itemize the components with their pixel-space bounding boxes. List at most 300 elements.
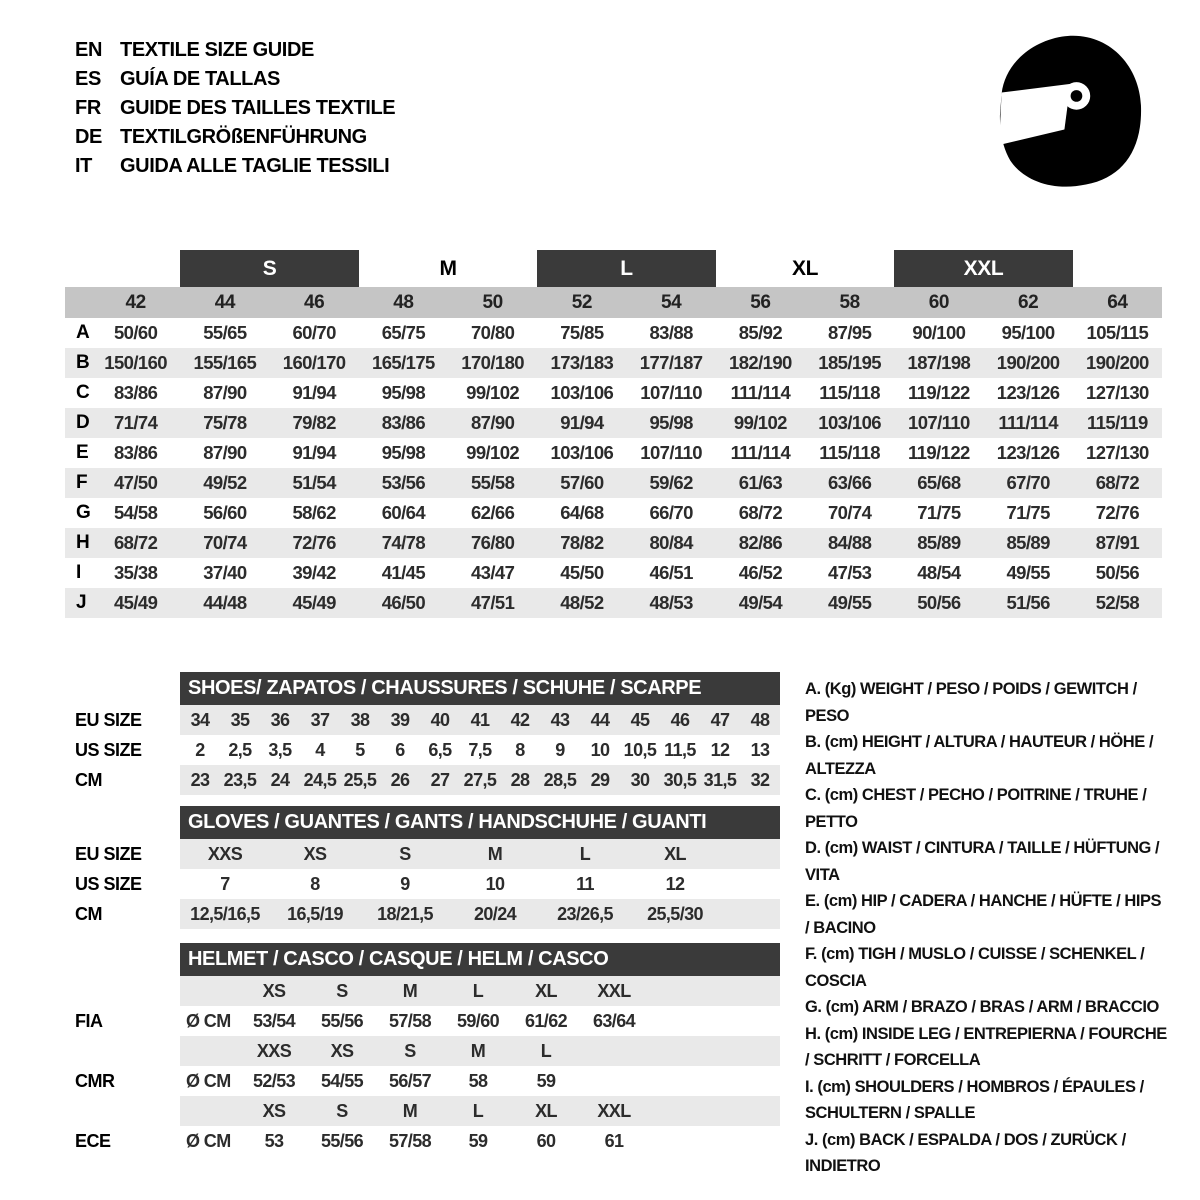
language-row (75, 152, 395, 181)
helmet-size-cell: M (470, 1040, 486, 1061)
legend-item: I. (cm) SHOULDERS / HOMBROS / ÉPAULES / SCHULTERN / SPALLE (805, 1077, 1144, 1122)
size-value-cell: 78/82 (560, 532, 604, 553)
glove-cm-size: 25,5/30 (647, 903, 703, 924)
shoe-eu-size: 37 (310, 709, 330, 730)
legend-item: D. (cm) WAIST / CINTURA / TAILLE / HÜFTUNG / VITA (805, 839, 1160, 884)
shoe-cm-size: 31,5 (703, 769, 737, 790)
helmet-row (65, 1096, 781, 1126)
row-letter: C (76, 382, 90, 403)
size-value-cell: 107/110 (908, 412, 970, 433)
glove-eu-size: XL (664, 843, 686, 864)
size-value-cell: 127/130 (1086, 442, 1149, 463)
size-value-cell: 44/48 (203, 592, 247, 613)
shoes-cm-band (180, 765, 780, 795)
helmet-row (65, 1006, 781, 1036)
row-letter: F (76, 472, 88, 493)
size-value-cell: 182/190 (729, 352, 792, 373)
size-value-cell: 67/70 (1006, 472, 1050, 493)
shoe-us-size: 8 (515, 739, 525, 760)
size-table-row (65, 558, 1162, 588)
shoe-us-size: 5 (355, 739, 365, 760)
helmet-band (180, 1066, 780, 1096)
size-value-cell: 91/94 (292, 382, 336, 403)
glove-eu-size: XS (303, 843, 327, 864)
size-value-cell: 70/80 (470, 322, 515, 343)
size-value-cell: 190/200 (996, 352, 1060, 373)
helmet-size-cell: XS (262, 980, 286, 1001)
legend-item: H. (cm) INSIDE LEG / ENTREPIERNA / FOURCHE / SCHRITT / FORCELLA (805, 1024, 1167, 1069)
language-row (75, 65, 395, 94)
helmet-standard-label (65, 1036, 180, 1066)
shoes-cm-row (65, 765, 781, 795)
size-value-cell: 68/72 (738, 502, 783, 523)
shoe-eu-size: 42 (510, 709, 530, 730)
size-value-cell: 49/55 (827, 592, 872, 613)
glove-us-size: 9 (400, 873, 410, 894)
size-group-l: L (537, 250, 716, 287)
helmet-size-cell: S (404, 1040, 416, 1061)
helmet-size-cell: XL (535, 980, 557, 1001)
size-value-cell: 95/98 (381, 382, 426, 403)
shoe-us-size: 13 (750, 739, 770, 760)
guide-title: GUIDA ALLE TAGLIE TESSILI (120, 155, 390, 177)
size-value-cell: 83/86 (113, 442, 158, 463)
size-table-row (65, 498, 1162, 528)
shoes-eu-band (180, 705, 780, 735)
size-value-cell: 49/55 (1006, 562, 1050, 583)
language-code: FR (75, 97, 101, 119)
gloves-eu-row (65, 839, 781, 869)
size-value-cell: 123/126 (996, 382, 1060, 403)
shoe-cm-size: 25,5 (343, 769, 377, 790)
size-value-cell: 87/90 (203, 382, 247, 403)
legend-item: J. (cm) BACK / ESPALDA / DOS / ZURÜCK / INDIETRO (805, 1130, 1126, 1175)
glove-us-size: 8 (310, 873, 320, 894)
numeric-size-cell: 62 (1018, 291, 1039, 313)
size-value-cell: 155/165 (193, 352, 257, 373)
helmet-value-cell: 57/58 (388, 1010, 432, 1031)
guide-title: GUIDE DES TAILLES TEXTILE (120, 97, 396, 119)
size-value-cell: 85/92 (738, 322, 783, 343)
size-value-cell: 91/94 (292, 442, 336, 463)
shoe-eu-size: 38 (350, 709, 370, 730)
size-value-cell: 123/126 (996, 442, 1060, 463)
row-label: EU SIZE (75, 709, 142, 730)
size-value-cell: 173/183 (550, 352, 614, 373)
size-value-cell: 56/60 (203, 502, 247, 523)
shoe-us-size: 6 (395, 739, 405, 760)
numeric-size-cell: 64 (1107, 291, 1128, 313)
helmet-icon (978, 28, 1156, 200)
shoe-cm-size: 24,5 (303, 769, 337, 790)
size-value-cell: 68/72 (1095, 472, 1140, 493)
helmet-size-cell: L (540, 1040, 552, 1061)
shoe-eu-size: 34 (190, 709, 210, 730)
size-value-cell: 70/74 (203, 532, 247, 553)
helmet-value-cell: 59 (536, 1070, 556, 1091)
size-value-cell: 95/98 (381, 442, 426, 463)
helmet-row (65, 1126, 781, 1156)
helmet-row (65, 1036, 781, 1066)
size-value-cell: 72/76 (1095, 502, 1140, 523)
row-label: US SIZE (75, 739, 142, 760)
row-label: EU SIZE (75, 843, 142, 864)
helmet-size-cell: XS (262, 1100, 286, 1121)
shoe-cm-size: 23,5 (223, 769, 257, 790)
size-value-cell: 55/65 (203, 322, 247, 343)
diameter-unit-label: Ø CM (186, 1010, 231, 1031)
size-value-cell: 47/53 (827, 562, 872, 583)
helmet-standard-label (65, 1096, 180, 1126)
size-value-cell: 87/91 (1095, 532, 1140, 553)
size-value-cell: 52/58 (1095, 592, 1140, 613)
glove-cm-size: 23/26,5 (557, 903, 613, 924)
helmet-value-cell: 55/56 (320, 1130, 364, 1151)
shoe-cm-size: 27 (430, 769, 450, 790)
helmet-size-cell: XL (535, 1100, 557, 1121)
shoe-cm-size: 28 (510, 769, 530, 790)
numeric-size-cell: 50 (482, 291, 503, 313)
row-letter: J (76, 592, 87, 613)
language-row (75, 36, 395, 65)
size-value-cell: 60/70 (292, 322, 336, 343)
size-group-xl: XL (791, 256, 819, 280)
glove-cm-size: 16,5/19 (287, 903, 343, 924)
size-value-cell: 60/64 (381, 502, 426, 523)
size-value-cell: 50/56 (917, 592, 961, 613)
size-value-cell: 70/74 (827, 502, 872, 523)
shoe-cm-size: 30,5 (663, 769, 697, 790)
size-value-cell: 107/110 (640, 442, 702, 463)
shoe-cm-size: 24 (270, 769, 290, 790)
helmet-value-cell: 56/57 (388, 1070, 432, 1091)
size-group-m: M (439, 256, 457, 280)
glove-cm-size: 12,5/16,5 (190, 903, 260, 924)
size-value-cell: 87/90 (203, 442, 247, 463)
size-value-cell: 95/98 (649, 412, 693, 433)
size-value-cell: 54/58 (113, 502, 158, 523)
shoe-eu-size: 47 (710, 709, 730, 730)
size-value-cell: 48/52 (560, 592, 604, 613)
row-letter: B (76, 352, 90, 373)
row-label: CM (75, 903, 102, 924)
numeric-size-cell: 52 (571, 291, 592, 313)
size-value-cell: 71/75 (1006, 502, 1050, 523)
size-value-cell: 119/122 (908, 382, 970, 403)
row-letter: I (76, 562, 81, 583)
shoe-eu-size: 39 (390, 709, 410, 730)
legend-item: F. (cm) TIGH / MUSLO / CUISSE / SCHENKEL / COSCIA (805, 945, 1145, 990)
size-value-cell: 75/78 (203, 412, 247, 433)
helmet-row (65, 1066, 781, 1096)
row-letter: D (76, 412, 90, 433)
language-code: EN (75, 39, 102, 61)
helmet-band (180, 1006, 780, 1036)
shoe-us-size: 2,5 (228, 739, 252, 760)
size-value-cell: 59/62 (649, 472, 693, 493)
size-group-header (91, 250, 1162, 287)
size-value-cell: 190/200 (1086, 352, 1149, 373)
size-value-cell: 74/78 (381, 532, 426, 553)
size-value-cell: 127/130 (1086, 382, 1149, 403)
size-value-cell: 45/49 (113, 592, 158, 613)
size-value-cell: 103/106 (550, 382, 614, 403)
helmet-value-cell: 58 (468, 1070, 488, 1091)
size-value-cell: 95/100 (1001, 322, 1055, 343)
size-value-cell: 177/187 (639, 352, 703, 373)
row-letter: A (76, 322, 90, 343)
helmet-standard-label: CMR (75, 1070, 115, 1091)
glove-us-size: 7 (220, 873, 230, 894)
glove-eu-size: L (579, 843, 591, 864)
shoe-eu-size: 44 (590, 709, 610, 730)
helmet-size-cell: S (336, 1100, 348, 1121)
helmet-size-cell: M (402, 980, 418, 1001)
helmet-band (180, 1036, 780, 1066)
language-row (75, 94, 395, 123)
gloves-cm-row (65, 899, 781, 929)
size-table-row (65, 588, 1162, 618)
diameter-unit-label: Ø CM (186, 1130, 231, 1151)
shoes-eu-row (65, 705, 781, 735)
size-value-cell: 103/106 (550, 442, 614, 463)
size-value-cell: 103/106 (818, 412, 881, 433)
numeric-size-cell: 58 (839, 291, 860, 313)
row-letter: G (76, 502, 91, 523)
shoe-us-size: 9 (555, 739, 565, 760)
helmet-size-cell: XS (330, 1040, 354, 1061)
shoe-us-size: 6,5 (428, 739, 452, 760)
size-value-cell: 111/114 (730, 382, 791, 403)
helmet-value-cell: 53/54 (252, 1010, 296, 1031)
size-value-cell: 87/90 (470, 412, 515, 433)
shoe-cm-size: 30 (630, 769, 650, 790)
size-group-xxl: XXL (894, 250, 1073, 287)
shoe-eu-size: 41 (470, 709, 490, 730)
shoe-us-size: 11,5 (664, 739, 696, 760)
size-value-cell: 111/114 (730, 442, 791, 463)
helmet-value-cell: 54/55 (320, 1070, 364, 1091)
helmet-standard-label: FIA (75, 1010, 103, 1031)
main-table-rows (65, 318, 1162, 618)
gloves-eu-band (180, 839, 780, 869)
helmet-value-cell: 59 (468, 1130, 488, 1151)
gloves-us-row (65, 869, 781, 899)
shoes-us-row (65, 735, 781, 765)
size-value-cell: 46/52 (738, 562, 783, 583)
helmet-value-cell: 60 (536, 1130, 556, 1151)
legend-item: E. (cm) HIP / CADERA / HANCHE / HÜFTE / HIPS / BACINO (805, 892, 1162, 937)
helmet-standards (65, 976, 781, 1156)
size-value-cell: 165/175 (372, 352, 435, 373)
size-value-cell: 80/84 (649, 532, 693, 553)
size-value-cell: 71/74 (113, 412, 158, 433)
helmet-standard-label (65, 976, 180, 1006)
numeric-size-cell: 44 (214, 291, 235, 313)
size-value-cell: 71/75 (917, 502, 961, 523)
size-value-cell: 99/102 (733, 412, 787, 433)
size-value-cell: 62/66 (470, 502, 515, 523)
language-code: DE (75, 126, 102, 148)
size-value-cell: 65/75 (381, 322, 426, 343)
size-value-cell: 65/68 (917, 472, 961, 493)
size-value-cell: 43/47 (470, 562, 515, 583)
shoe-us-size: 2 (195, 739, 205, 760)
glove-us-size: 10 (485, 873, 505, 894)
numeric-size-cell: 42 (125, 291, 146, 313)
helmet-band (180, 1126, 780, 1156)
glove-cm-size: 18/21,5 (377, 903, 433, 924)
accessory-size-tables (65, 672, 781, 1156)
size-value-cell: 99/102 (466, 382, 520, 403)
size-value-cell: 87/95 (827, 322, 872, 343)
glove-us-size: 12 (665, 873, 685, 894)
size-value-cell: 83/86 (381, 412, 426, 433)
helmet-value-cell: 57/58 (388, 1130, 432, 1151)
legend-item: B. (cm) HEIGHT / ALTURA / HAUTEUR / HÖHE / ALTEZZA (805, 733, 1154, 778)
size-value-cell: 68/72 (113, 532, 158, 553)
legend-item: A. (Kg) WEIGHT / PESO / POIDS / GEWITCH / PESO (805, 680, 1137, 725)
helmet-value-cell: 63/64 (592, 1010, 636, 1031)
shoe-cm-size: 32 (750, 769, 770, 790)
size-value-cell: 185/195 (818, 352, 881, 373)
size-value-cell: 115/118 (819, 382, 880, 403)
size-value-cell: 48/54 (917, 562, 961, 583)
size-value-cell: 46/51 (649, 562, 693, 583)
textile-size-table (65, 250, 1162, 618)
numeric-size-header (65, 287, 1162, 318)
language-code: IT (75, 155, 92, 177)
helmet-size-cell: M (402, 1100, 418, 1121)
size-value-cell: 58/62 (292, 502, 336, 523)
size-value-cell: 170/180 (461, 352, 524, 373)
glove-us-size: 11 (576, 873, 594, 894)
numeric-size-cell: 60 (928, 291, 949, 313)
helmet-row (65, 976, 781, 1006)
size-value-cell: 47/50 (113, 472, 158, 493)
numeric-size-cell: 48 (393, 291, 414, 313)
language-row (75, 123, 395, 152)
size-value-cell: 45/49 (292, 592, 336, 613)
helmet-size-cell: XXS (256, 1040, 292, 1061)
shoe-cm-size: 27,5 (463, 769, 497, 790)
shoe-eu-size: 46 (670, 709, 690, 730)
size-value-cell: 64/68 (560, 502, 604, 523)
size-value-cell: 160/170 (282, 352, 346, 373)
shoes-section-title: SHOES/ ZAPATOS / CHAUSSURES / SCHUHE / SCARPE (180, 672, 780, 705)
size-group-s: S (180, 250, 359, 287)
size-table-row (65, 408, 1162, 438)
measurement-legend (805, 676, 1167, 1180)
size-value-cell: 46/50 (381, 592, 426, 613)
size-table-row (65, 378, 1162, 408)
size-value-cell: 82/86 (738, 532, 783, 553)
glove-eu-size: XXS (207, 843, 243, 864)
size-value-cell: 119/122 (908, 442, 970, 463)
helmet-value-cell: 61 (604, 1130, 624, 1151)
shoe-cm-size: 26 (390, 769, 410, 790)
shoe-us-size: 10 (590, 739, 610, 760)
shoe-cm-size: 23 (190, 769, 210, 790)
size-table-row (65, 468, 1162, 498)
size-value-cell: 99/102 (466, 442, 520, 463)
size-value-cell: 50/60 (113, 322, 158, 343)
size-value-cell: 76/80 (470, 532, 515, 553)
numeric-size-cell: 54 (661, 291, 682, 313)
glove-eu-size: M (487, 843, 503, 864)
size-value-cell: 39/42 (292, 562, 336, 583)
helmet-size-cell: L (472, 1100, 484, 1121)
size-value-cell: 41/45 (381, 562, 426, 583)
size-value-cell: 35/38 (113, 562, 158, 583)
helmet-band (180, 1096, 780, 1126)
size-value-cell: 187/198 (907, 352, 971, 373)
size-value-cell: 63/66 (827, 472, 872, 493)
shoe-eu-size: 36 (270, 709, 290, 730)
size-value-cell: 55/58 (470, 472, 515, 493)
size-value-cell: 57/60 (560, 472, 604, 493)
numeric-size-cell: 56 (750, 291, 771, 313)
row-label: CM (75, 769, 102, 790)
size-value-cell: 50/56 (1095, 562, 1140, 583)
language-code: ES (75, 68, 101, 90)
shoe-us-size: 7,5 (468, 739, 492, 760)
row-letter: E (76, 442, 89, 463)
size-table-row (65, 348, 1162, 378)
helmet-band (180, 976, 780, 1006)
size-value-cell: 51/54 (292, 472, 336, 493)
size-value-cell: 75/85 (560, 322, 604, 343)
shoe-eu-size: 35 (230, 709, 250, 730)
helmet-size-cell: XXL (597, 980, 631, 1001)
size-value-cell: 83/88 (649, 322, 693, 343)
language-title-list (75, 36, 395, 181)
shoe-cm-size: 29 (590, 769, 610, 790)
size-value-cell: 61/63 (738, 472, 783, 493)
helmet-value-cell: 52/53 (252, 1070, 296, 1091)
size-value-cell: 105/115 (1086, 322, 1149, 343)
gloves-cm-band (180, 899, 780, 929)
helmet-value-cell: 53 (264, 1130, 284, 1151)
shoe-us-size: 4 (315, 739, 325, 760)
diameter-unit-label: Ø CM (186, 1070, 231, 1091)
size-table-row (65, 318, 1162, 348)
size-table-row (65, 438, 1162, 468)
helmet-size-cell: XXL (597, 1100, 631, 1121)
guide-title: TEXTILGRÖßENFÜHRUNG (120, 126, 367, 148)
shoe-eu-size: 48 (750, 709, 770, 730)
size-value-cell: 49/54 (738, 592, 783, 613)
guide-title: TEXTILE SIZE GUIDE (120, 39, 314, 61)
size-value-cell: 90/100 (912, 322, 966, 343)
size-value-cell: 37/40 (203, 562, 247, 583)
size-value-cell: 79/82 (292, 412, 336, 433)
row-label: US SIZE (75, 873, 142, 894)
gloves-section-title: GLOVES / GUANTES / GANTS / HANDSCHUHE / GUANTI (180, 806, 780, 839)
helmet-value-cell: 55/56 (320, 1010, 364, 1031)
size-value-cell: 91/94 (560, 412, 604, 433)
size-value-cell: 49/52 (203, 472, 247, 493)
glove-cm-size: 20/24 (473, 903, 517, 924)
helmet-size-cell: L (472, 980, 484, 1001)
shoe-us-size: 12 (710, 739, 730, 760)
size-value-cell: 85/89 (1006, 532, 1050, 553)
shoe-cm-size: 28,5 (543, 769, 577, 790)
size-value-cell: 150/160 (104, 352, 167, 373)
shoe-eu-size: 45 (630, 709, 650, 730)
shoe-eu-size: 43 (550, 709, 570, 730)
shoe-us-size: 10,5 (623, 739, 657, 760)
